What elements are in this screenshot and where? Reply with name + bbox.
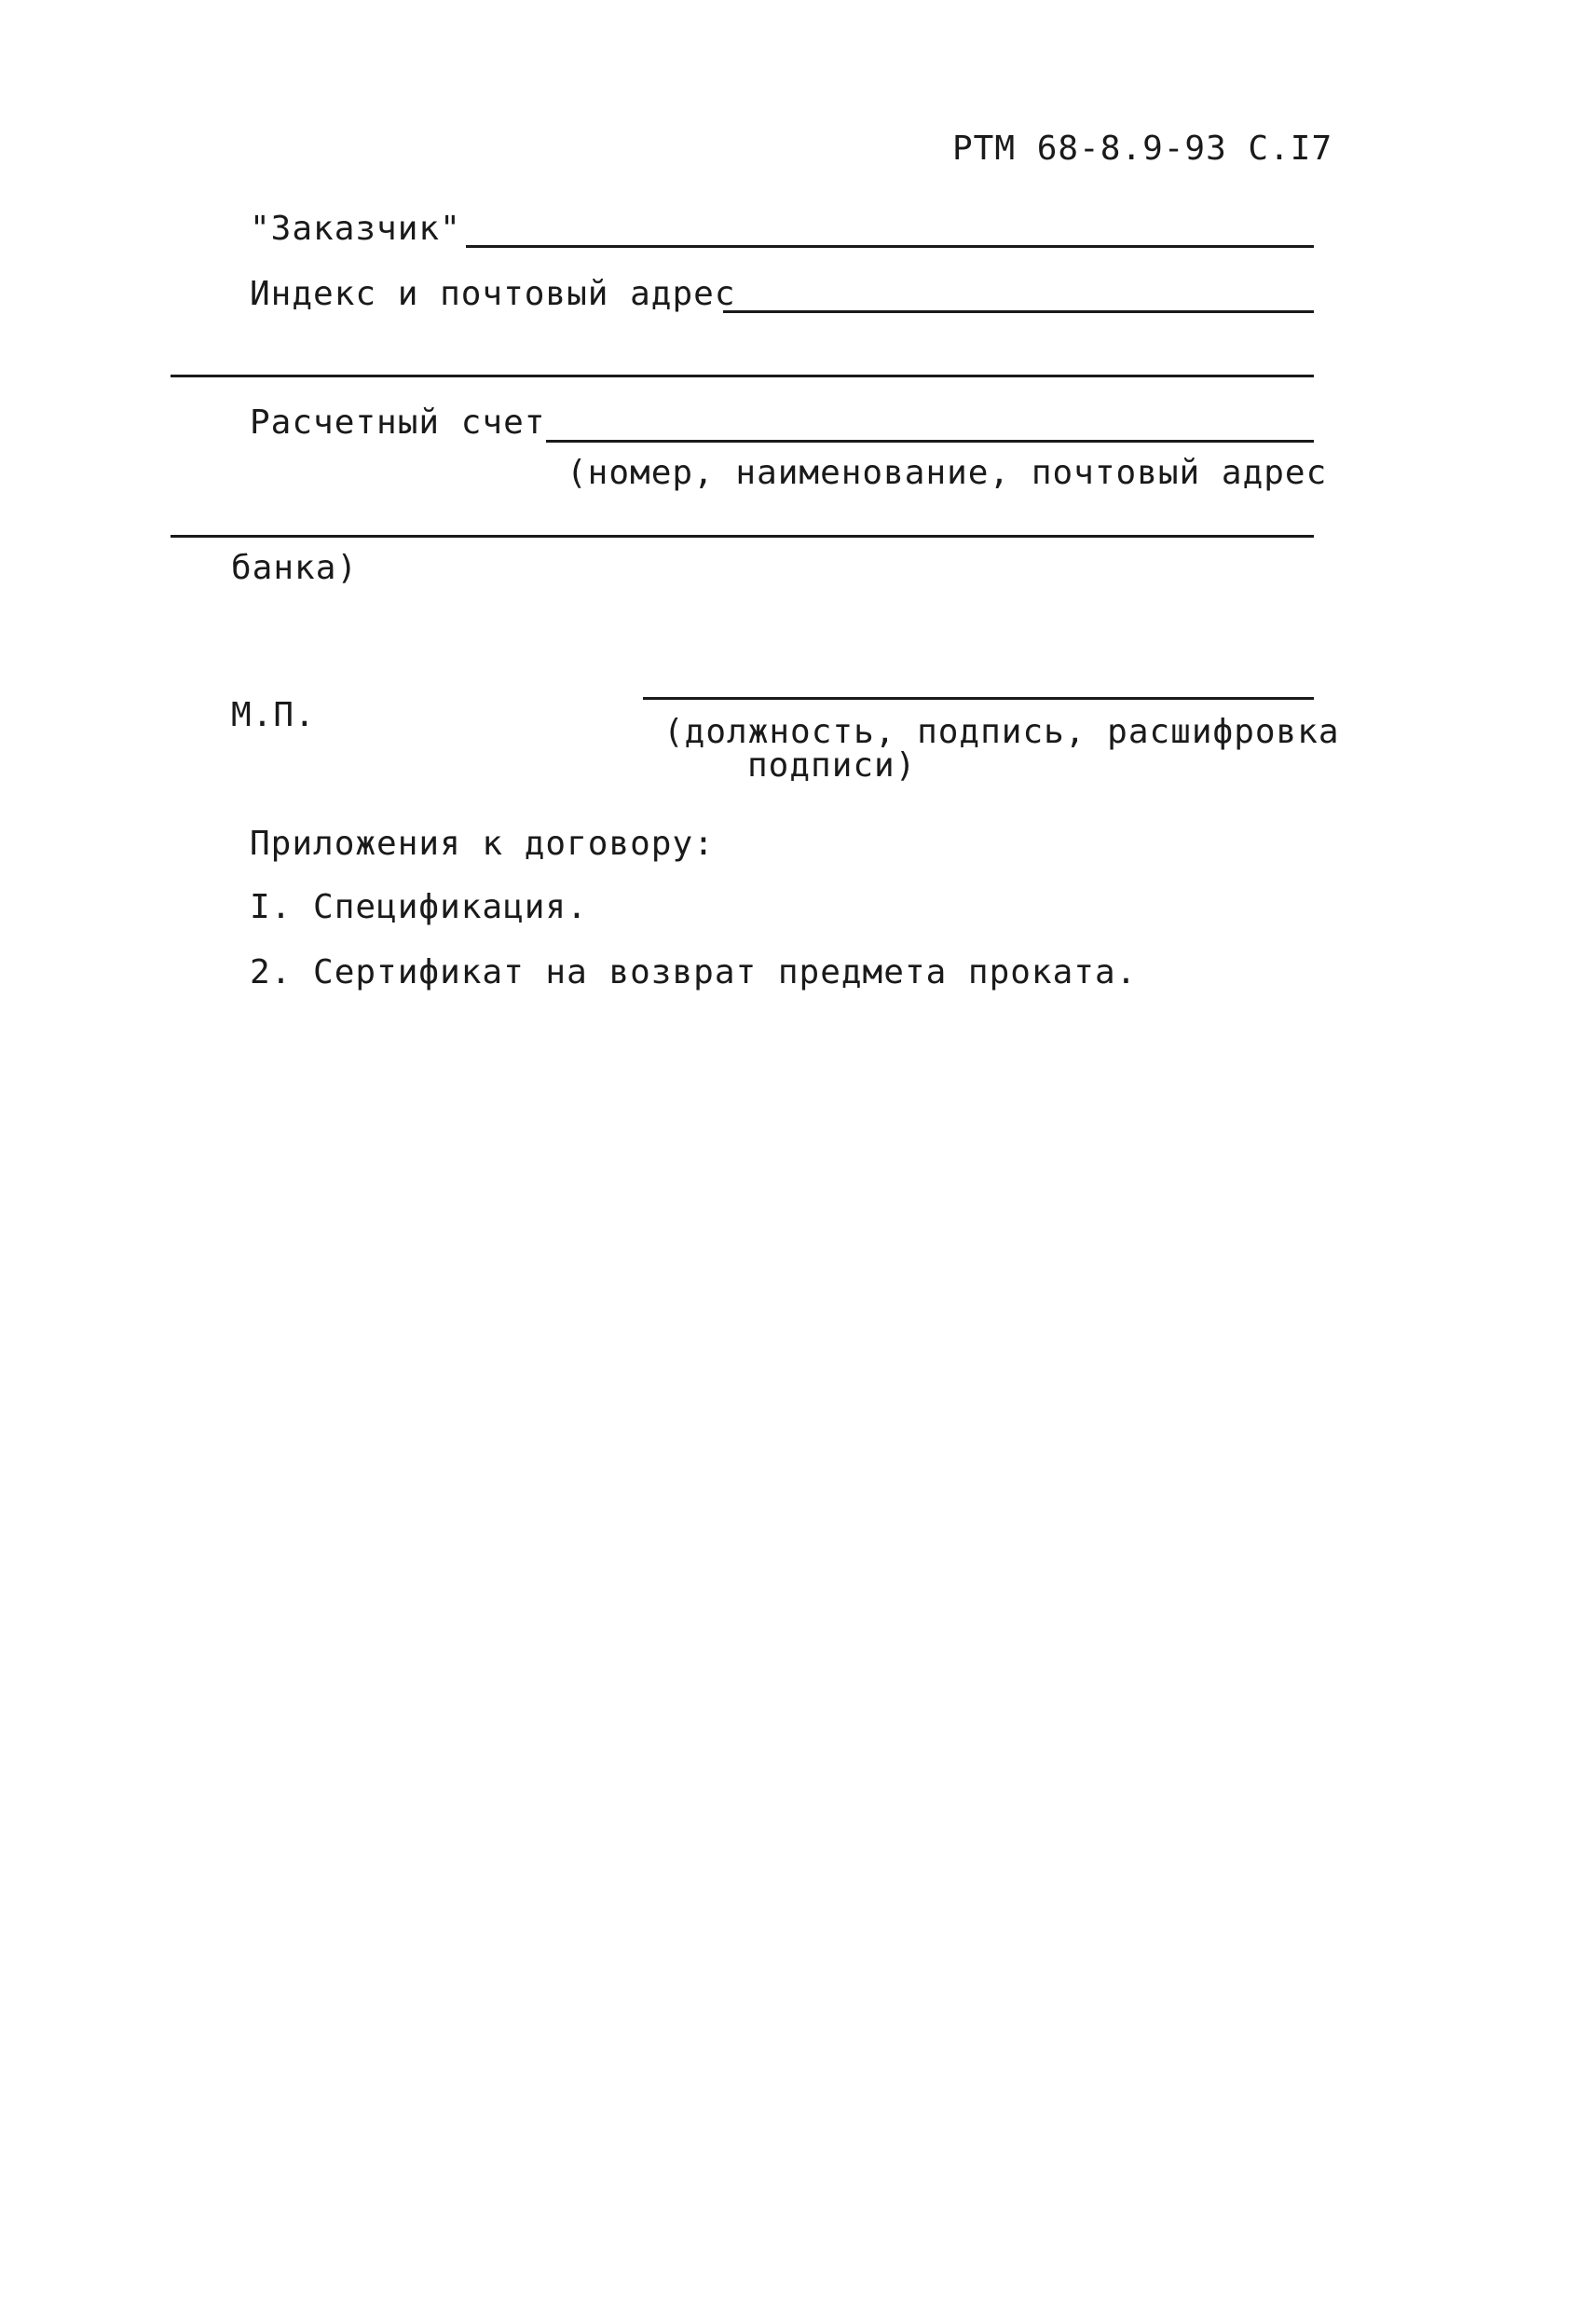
- appendix-item-1: I. Спецификация.: [250, 888, 588, 926]
- customer-fill-line[interactable]: [466, 245, 1314, 248]
- bank-caption-end: банка): [231, 549, 359, 587]
- document-reference: РТМ 68-8.9-93 С.I7: [952, 130, 1333, 168]
- account-fill-line[interactable]: [546, 440, 1314, 443]
- signature-caption-line2: подписи): [747, 746, 917, 785]
- customer-label: "Заказчик": [250, 210, 461, 248]
- account-label: Расчетный счет: [250, 403, 546, 442]
- signature-caption-line1: (должность, подпись, расшифровка: [663, 713, 1340, 751]
- address-fill-line-2[interactable]: [171, 375, 1314, 377]
- address-label: Индекс и почтовый адрес: [250, 275, 736, 313]
- seal-label: М.П.: [231, 696, 316, 734]
- appendix-item-2: 2. Сертификат на возврат предмета проката.: [250, 953, 1138, 991]
- address-fill-line[interactable]: [723, 310, 1314, 313]
- signature-fill-line[interactable]: [643, 697, 1314, 700]
- bank-caption: (номер, наименование, почтовый адрес: [567, 454, 1328, 492]
- appendices-title: Приложения к договору:: [250, 825, 715, 863]
- bank-fill-line[interactable]: [171, 535, 1314, 538]
